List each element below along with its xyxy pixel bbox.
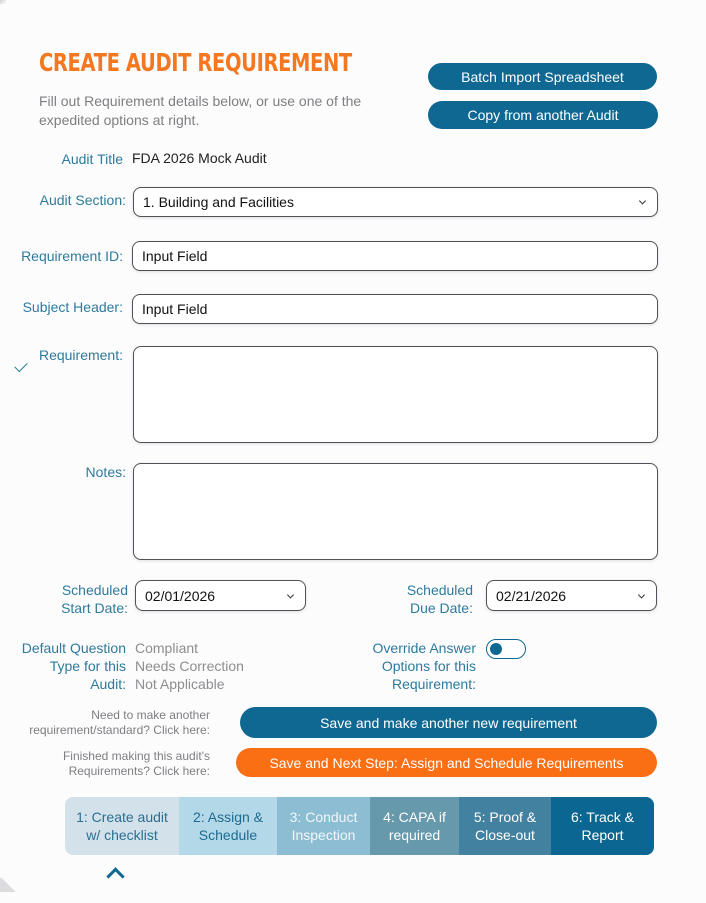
start-date-value: 02/01/2026	[145, 587, 216, 604]
due-date-label: Scheduled Due Date:	[406, 582, 473, 616]
option-not-applicable: Not Applicable	[135, 676, 225, 692]
default-question-type-options	[135, 639, 244, 693]
finished-hint: Finished making this audit's Requirements? Click here:	[62, 749, 210, 778]
step-create-audit[interactable]: 1: Create audit w/ checklist	[65, 797, 179, 855]
subject-header-input[interactable]	[132, 294, 658, 324]
make-another-hint: Need to make another requirement/standard? Click here:	[29, 708, 210, 737]
option-compliant: Compliant	[135, 640, 199, 656]
chevron-down-icon	[639, 197, 646, 204]
page-subtitle: Fill out Requirement details below, or use one of the expedited options at right.	[39, 93, 362, 128]
audit-section-label: Audit Section:	[39, 192, 126, 208]
requirement-id-input[interactable]	[132, 241, 658, 271]
save-and-new-button[interactable]: Save and make another new requirement	[240, 707, 657, 738]
subject-header-label: Subject Header:	[22, 299, 123, 315]
save-and-next-step-button[interactable]: Save and Next Step: Assign and Schedule Requirements	[236, 748, 657, 777]
requirement-label: Requirement:	[38, 347, 123, 363]
notes-textarea[interactable]	[133, 463, 658, 560]
current-step-caret-icon	[106, 867, 124, 885]
copy-from-audit-button[interactable]: Copy from another Audit	[428, 101, 658, 129]
page-title: CREATE AUDIT REQUIREMENT	[39, 48, 352, 77]
checkmark-icon	[14, 359, 27, 372]
option-needs-correction: Needs Correction	[135, 658, 244, 674]
workflow-steps	[65, 797, 654, 855]
batch-import-button[interactable]: Batch Import Spreadsheet	[428, 63, 657, 90]
default-question-type-label: Default Question Type for this Audit:	[21, 640, 126, 692]
due-date-picker[interactable]	[486, 580, 657, 611]
chevron-down-icon	[287, 591, 294, 598]
audit-section-value: 1. Building and Facilities	[143, 194, 294, 210]
step-proof-closeout[interactable]: 5: Proof & Close-out	[459, 797, 551, 855]
audit-section-select[interactable]	[133, 187, 658, 217]
start-date-picker[interactable]	[135, 580, 306, 611]
requirement-id-label: Requirement ID:	[21, 248, 123, 264]
audit-title-label: Audit Title	[61, 151, 123, 167]
requirement-textarea[interactable]	[133, 346, 658, 443]
override-answer-label: Override Answer Options for this Requirement:	[372, 640, 476, 692]
chevron-down-icon	[638, 591, 645, 598]
audit-title-value: FDA 2026 Mock Audit	[132, 150, 267, 166]
due-date-value: 02/21/2026	[496, 587, 567, 604]
toggle-knob	[490, 643, 502, 655]
step-track-report[interactable]: 6: Track & Report	[551, 797, 654, 855]
override-answer-toggle[interactable]	[486, 639, 526, 659]
step-capa[interactable]: 4: CAPA if required	[370, 797, 459, 855]
start-date-label: Scheduled Start Date:	[61, 582, 128, 616]
step-conduct-inspection[interactable]: 3: Conduct Inspection	[277, 797, 370, 855]
window-corner	[0, 878, 18, 892]
notes-label: Notes:	[85, 464, 126, 480]
window-corner	[0, 0, 6, 4]
step-assign-schedule[interactable]: 2: Assign & Schedule	[179, 797, 277, 855]
